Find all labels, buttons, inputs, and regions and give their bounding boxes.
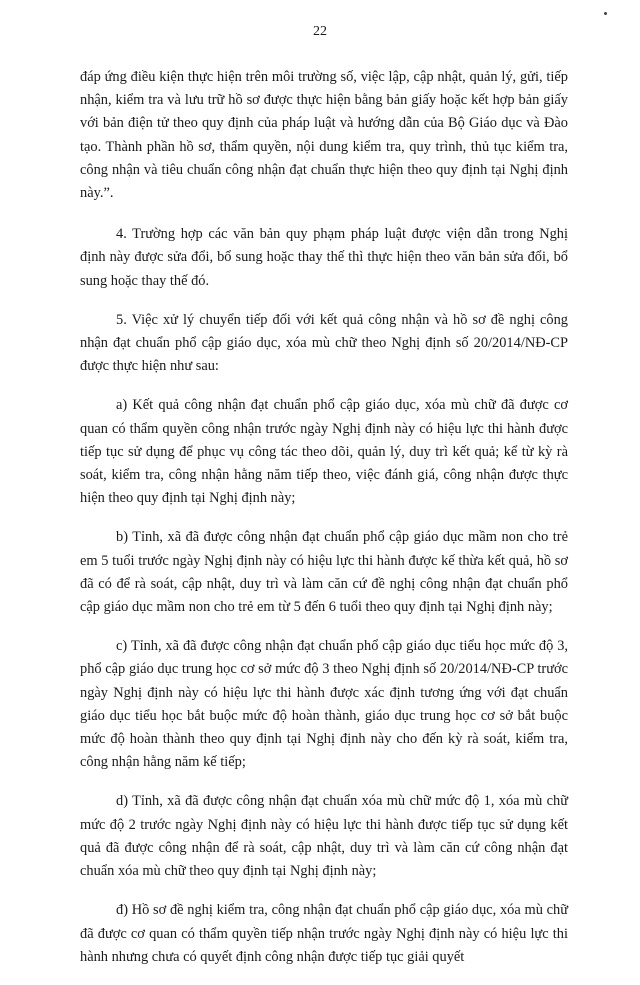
document-body xyxy=(80,66,568,985)
paragraph-point-b: b) Tỉnh, xã đã được công nhận đạt chuẩn phổ cập giáo dục mầm non cho trẻ em 5 tuổi trước ngày Nghị định này có hiệu lực thi hành được kế thừa kết quả, hồ sơ đã có để rà soát, cập nhật, duy trì và làm căn cứ đề nghị công nhận đạt chuẩn phổ cập giáo dục mầm non cho trẻ em từ 5 đến 6 tuổi theo quy định tại Nghị định này; xyxy=(80,529,568,616)
paragraph-continuation: đáp ứng điều kiện thực hiện trên môi trường số, việc lập, cập nhật, quản lý, gửi, tiếp nhận, kiểm tra và lưu trữ hồ sơ được thực hiện bằng bản giấy hoặc kết hợp bản giấy với bản điện tử theo quy định của pháp luật và hướng dẫn của Bộ Giáo dục và Đào tạo. Thành phần hồ sơ, thẩm quyền, nội dung kiểm tra, quy trình, thủ tục kiểm tra, công nhận và tiêu chuẩn công nhận đạt chuẩn thực hiện theo quy định tại Nghị định này.”. xyxy=(80,69,568,202)
paragraph-point-c: c) Tỉnh, xã đã được công nhận đạt chuẩn phổ cập giáo dục tiểu học mức độ 3, phổ cập giáo dục trung học cơ sở mức độ 3 theo Nghị định số 20/2014/NĐ-CP trước ngày Nghị định này có hiệu lực thi hành được xác định tương ứng với đạt chuẩn giáo dục tiểu học bắt buộc mức độ hoàn thành, giáo dục trung học cơ sở bắt buộc mức độ hoàn thành theo quy định tại Nghị định này cho đến kỳ rà soát, kiểm tra, công nhận hằng năm kế tiếp; xyxy=(80,638,568,771)
paragraph-point-a: a) Kết quả công nhận đạt chuẩn phổ cập giáo dục, xóa mù chữ đã được cơ quan có thẩm quyền công nhận trước ngày Nghị định này có hiệu lực thi hành được tiếp tục sử dụng để phục vụ công tác theo dõi, quản lý, duy trì kết quả; kể từ kỳ rà soát, kiểm tra, công nhận hằng năm tiếp theo, việc đánh giá, công nhận được thực hiện theo quy định tại Nghị định này; xyxy=(80,397,568,507)
paragraph-point-dd: đ) Hồ sơ đề nghị kiểm tra, công nhận đạt chuẩn phổ cập giáo dục, xóa mù chữ đã được cơ quan có thẩm quyền tiếp nhận trước ngày Nghị định này có hiệu lực thi hành nhưng chưa có quyết định công nhận được tiếp tục giải quyết xyxy=(80,902,568,965)
page-number: 22 xyxy=(313,24,327,39)
paragraph-clause-4: 4. Trường hợp các văn bản quy phạm pháp luật được viện dẫn trong Nghị định này được sửa đổi, bổ sung hoặc thay thế thì thực hiện theo văn bản sửa đổi, bổ sung hoặc thay thế đó. xyxy=(80,226,568,289)
scan-dot-mark xyxy=(604,12,607,15)
paragraph-clause-5: 5. Việc xử lý chuyển tiếp đối với kết quả công nhận và hồ sơ đề nghị công nhận đạt chuẩn phổ cập giáo dục, xóa mù chữ theo Nghị định số 20/2014/NĐ-CP được thực hiện như sau: xyxy=(80,311,568,375)
paragraph-point-d: d) Tỉnh, xã đã được công nhận đạt chuẩn xóa mù chữ mức độ 1, xóa mù chữ mức độ 2 trước ngày Nghị định này có hiệu lực thi hành được tiếp tục sử dụng kết quả đã được công nhận để rà soát, cập nhật, duy trì và làm căn cứ công nhận đạt chuẩn xóa mù chữ theo quy định tại Nghị định này; xyxy=(80,793,568,880)
